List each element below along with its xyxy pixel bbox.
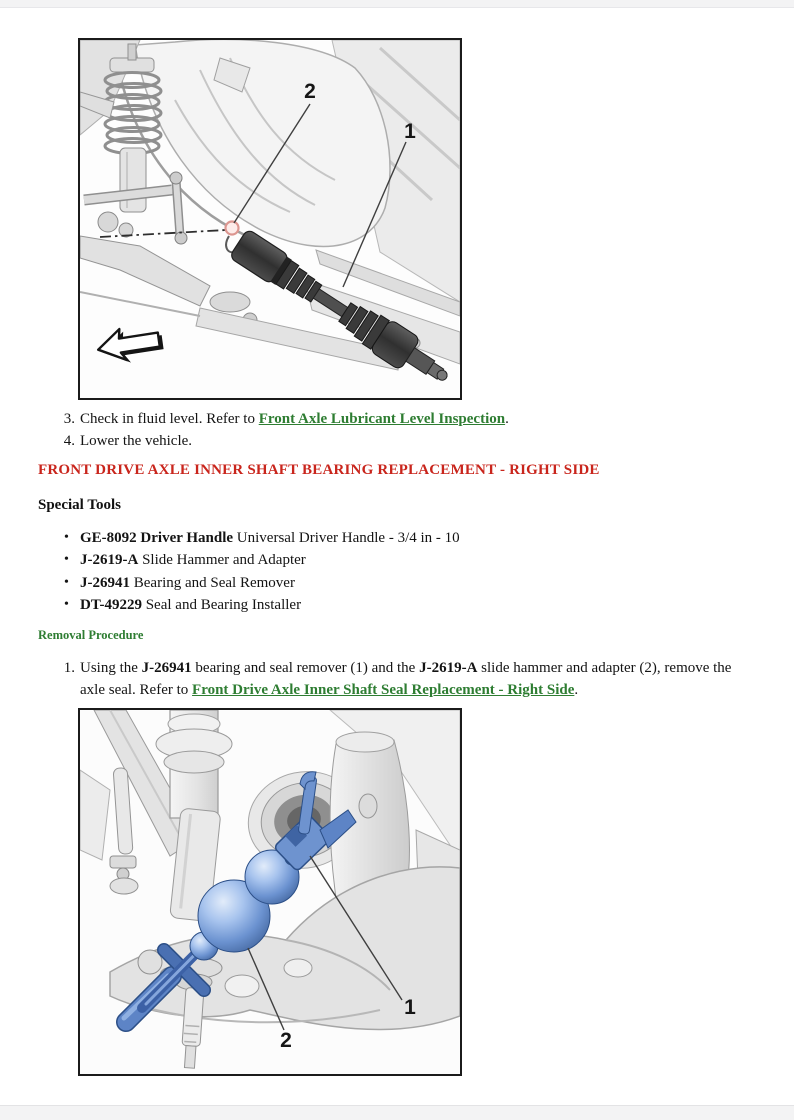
- numbered-steps: [57, 409, 747, 452]
- step-3: [57, 409, 747, 431]
- section-title: FRONT DRIVE AXLE INNER SHAFT BEARING REPLACEMENT - RIGHT SIDE: [38, 462, 600, 478]
- tool-item-text: [80, 549, 306, 571]
- tool-item: [64, 527, 724, 549]
- callout-2-label: 2: [304, 80, 316, 103]
- tool-item: [64, 549, 724, 571]
- tool-code: J-2619-A: [80, 552, 139, 569]
- bullet-icon: •: [64, 530, 69, 545]
- removal-text: bearing and seal remover (1) and the: [191, 660, 420, 676]
- step-3-number: 3.: [63, 411, 75, 427]
- tool-desc: Universal Driver Handle - 3/4 in - 10: [233, 530, 460, 546]
- step-4-number: 4.: [63, 432, 75, 449]
- removal-text: slide hammer and adapter (2), remove the axle seal. Refer to: [80, 660, 732, 698]
- page-edge-bottom: [0, 1105, 794, 1120]
- tool-desc: Slide Hammer and Adapter: [138, 552, 306, 569]
- step-4: [57, 431, 747, 453]
- tool-code-inline: J-2619-A: [419, 660, 478, 676]
- tool-code-inline: J-26941: [141, 660, 192, 676]
- bullet-icon: •: [64, 597, 69, 613]
- tool-item-text: [80, 527, 460, 549]
- removal-procedure-heading: Removal Procedure: [38, 628, 144, 642]
- special-tools-heading: Special Tools: [38, 497, 121, 513]
- figure-axle-underbody: [78, 38, 462, 400]
- tool-code: DT-49229: [80, 597, 142, 614]
- page-edge-top: [0, 0, 794, 8]
- callout-1-label: 1: [404, 996, 416, 1019]
- tool-item-text: [80, 594, 301, 616]
- tool-desc: Bearing and Seal Remover: [130, 574, 295, 591]
- removal-step-1-number: 1.: [63, 660, 75, 676]
- link-front-axle-lubricant-level-inspection[interactable]: Front Axle Lubricant Level Inspection: [258, 411, 506, 427]
- figure-slide-hammer-drawing: [80, 710, 460, 1074]
- tool-item: [64, 572, 724, 594]
- step-3-post: .: [505, 411, 509, 427]
- tool-code: GE-8092 Driver Handle: [80, 530, 234, 546]
- step-3-text: [80, 409, 509, 431]
- step-4-text: Lower the vehicle.: [80, 432, 193, 449]
- removal-text: Using the: [80, 660, 142, 676]
- tool-item-text: [80, 572, 295, 594]
- figure-axle-underbody-drawing: [80, 40, 460, 398]
- tool-code: J-26941: [80, 574, 130, 591]
- tool-desc: Seal and Bearing Installer: [141, 597, 302, 614]
- seal-location-marker: [226, 222, 239, 235]
- tool-item: [64, 594, 724, 616]
- bullet-icon: •: [64, 574, 69, 590]
- bullet-icon: •: [64, 552, 69, 568]
- figure-slide-hammer-tool: [78, 708, 462, 1076]
- removal-step-1-text: [80, 658, 745, 701]
- link-front-drive-axle-inner-shaft-seal-replacement[interactable]: Front Drive Axle Inner Shaft Seal Replacement - Right Side: [192, 681, 575, 698]
- step-3-pre: Check in fluid level. Refer to: [80, 411, 259, 427]
- callout-1-label: 1: [404, 120, 416, 143]
- removal-step-1: [57, 658, 745, 701]
- special-tools-list: [64, 527, 724, 617]
- callout-2-label: 2: [280, 1029, 292, 1052]
- removal-text: .: [574, 681, 579, 698]
